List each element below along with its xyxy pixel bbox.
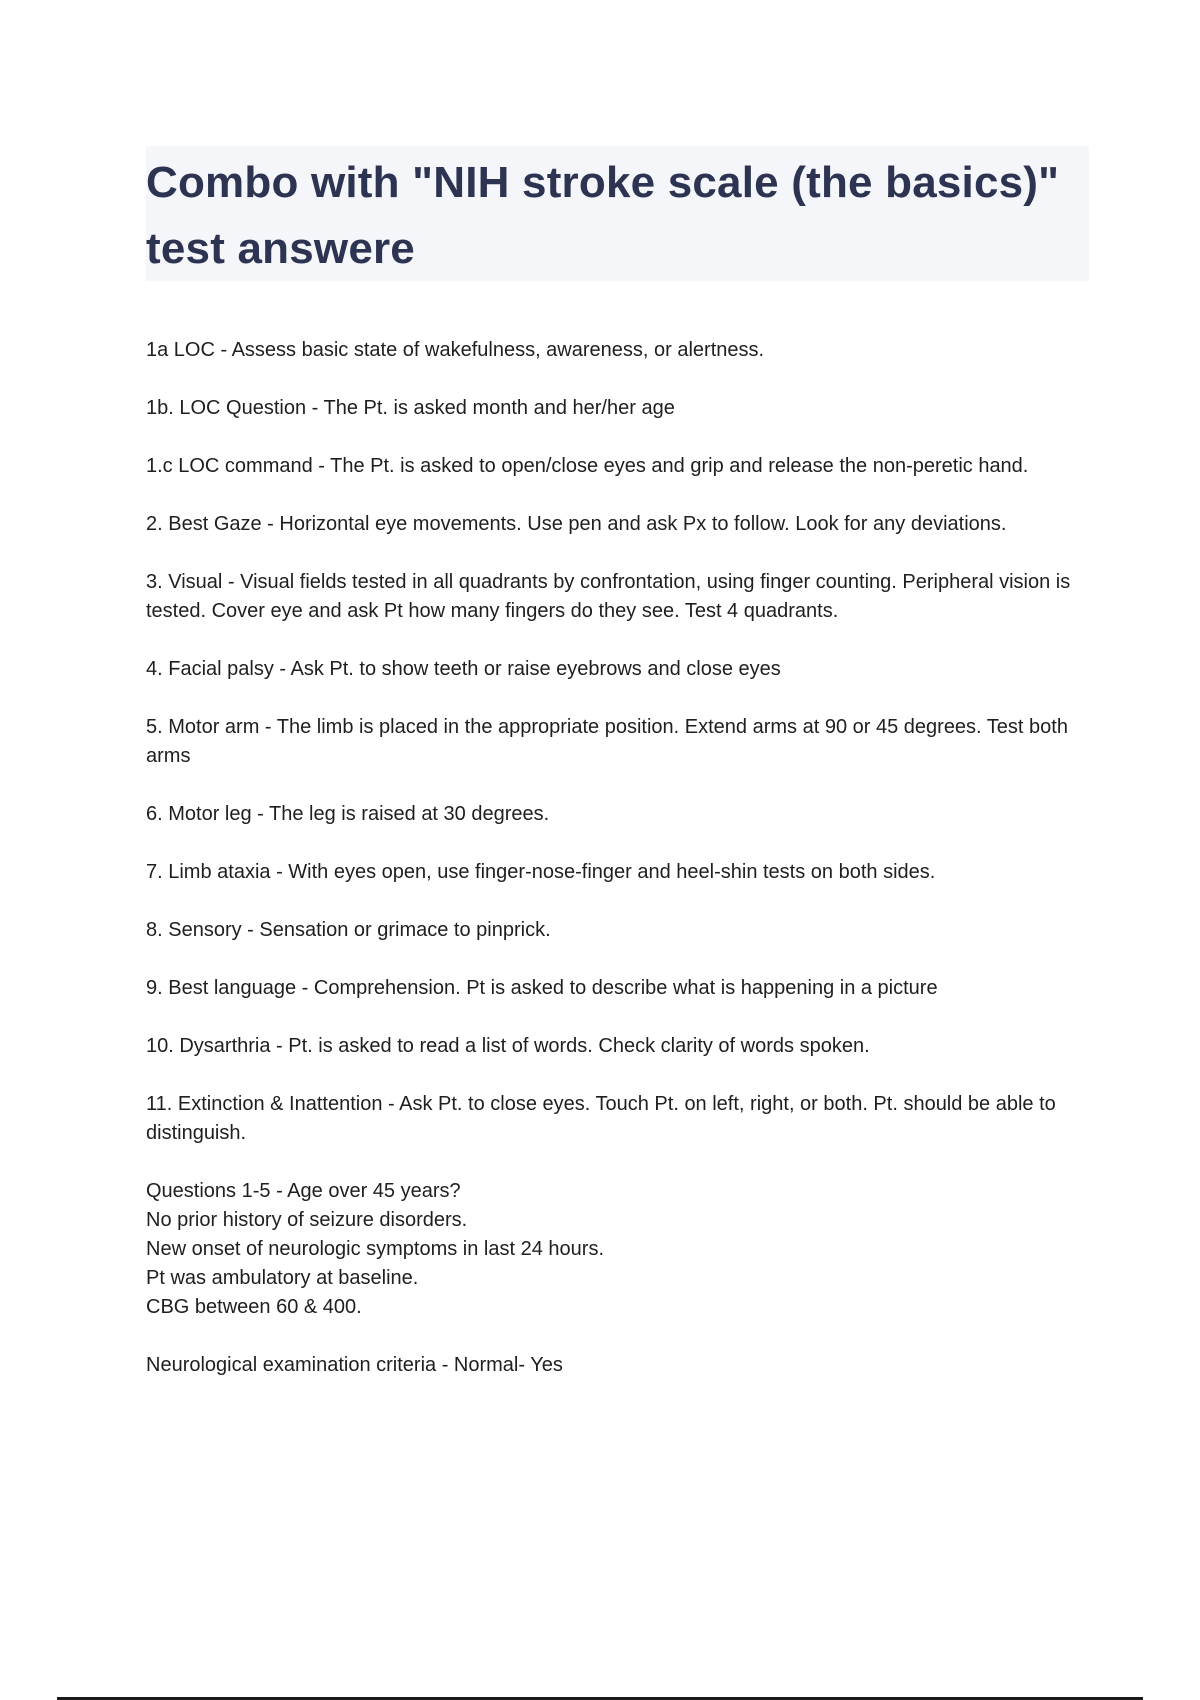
criteria-line-ambulatory: Pt was ambulatory at baseline.	[146, 1267, 419, 1289]
document-body	[146, 336, 1096, 1409]
title-banner	[146, 146, 1089, 281]
entry-1a-loc: 1a LOC - Assess basic state of wakefulness, awareness, or alertness.	[146, 339, 765, 361]
criteria-line-age: Questions 1-5 - Age over 45 years?	[146, 1180, 461, 1202]
entry-6-motor-leg: 6. Motor leg - The leg is raised at 30 degrees.	[146, 803, 550, 825]
entry-2-best-gaze: 2. Best Gaze - Horizontal eye movements. Use pen and ask Px to follow. Look for any deviations.	[146, 513, 1007, 535]
entry-5-motor-arm: 5. Motor arm - The limb is placed in the appropriate position. Extend arms at 90 or 45 degrees. Test both arms	[146, 716, 1068, 767]
criteria-line-seizure: No prior history of seizure disorders.	[146, 1209, 468, 1231]
entry-1c-loc-command: 1.c LOC command - The Pt. is asked to open/close eyes and grip and release the non-peretic hand.	[146, 455, 1029, 477]
entry-11-extinction-inattention: 11. Extinction & Inattention - Ask Pt. to close eyes. Touch Pt. on left, right, or both. Pt. should be able to distinguish.	[146, 1093, 1056, 1144]
entry-1b-loc-question: 1b. LOC Question - The Pt. is asked month and her/her age	[146, 397, 675, 419]
criteria-block	[146, 1177, 1096, 1322]
criteria-line-cbg: CBG between 60 & 400.	[146, 1296, 362, 1318]
entry-neurological-criteria: Neurological examination criteria - Normal- Yes	[146, 1354, 563, 1376]
entry-8-sensory: 8. Sensory - Sensation or grimace to pinprick.	[146, 919, 551, 941]
entry-9-best-language: 9. Best language - Comprehension. Pt is asked to describe what is happening in a picture	[146, 977, 938, 999]
entry-10-dysarthria: 10. Dysarthria - Pt. is asked to read a list of words. Check clarity of words spoken.	[146, 1035, 870, 1057]
entry-4-facial-palsy: 4. Facial palsy - Ask Pt. to show teeth or raise eyebrows and close eyes	[146, 658, 781, 680]
document-title: Combo with "NIH stroke scale (the basics)" test answere	[146, 158, 1060, 273]
criteria-line-onset: New onset of neurologic symptoms in last 24 hours.	[146, 1238, 604, 1260]
entry-7-limb-ataxia: 7. Limb ataxia - With eyes open, use finger-nose-finger and heel-shin tests on both sides.	[146, 861, 936, 883]
entry-3-visual: 3. Visual - Visual fields tested in all quadrants by confrontation, using finger counting. Peripheral vision is tested. Cover eye and ask Pt how many fingers do they see. Test 4 quadrants.	[146, 571, 1071, 622]
